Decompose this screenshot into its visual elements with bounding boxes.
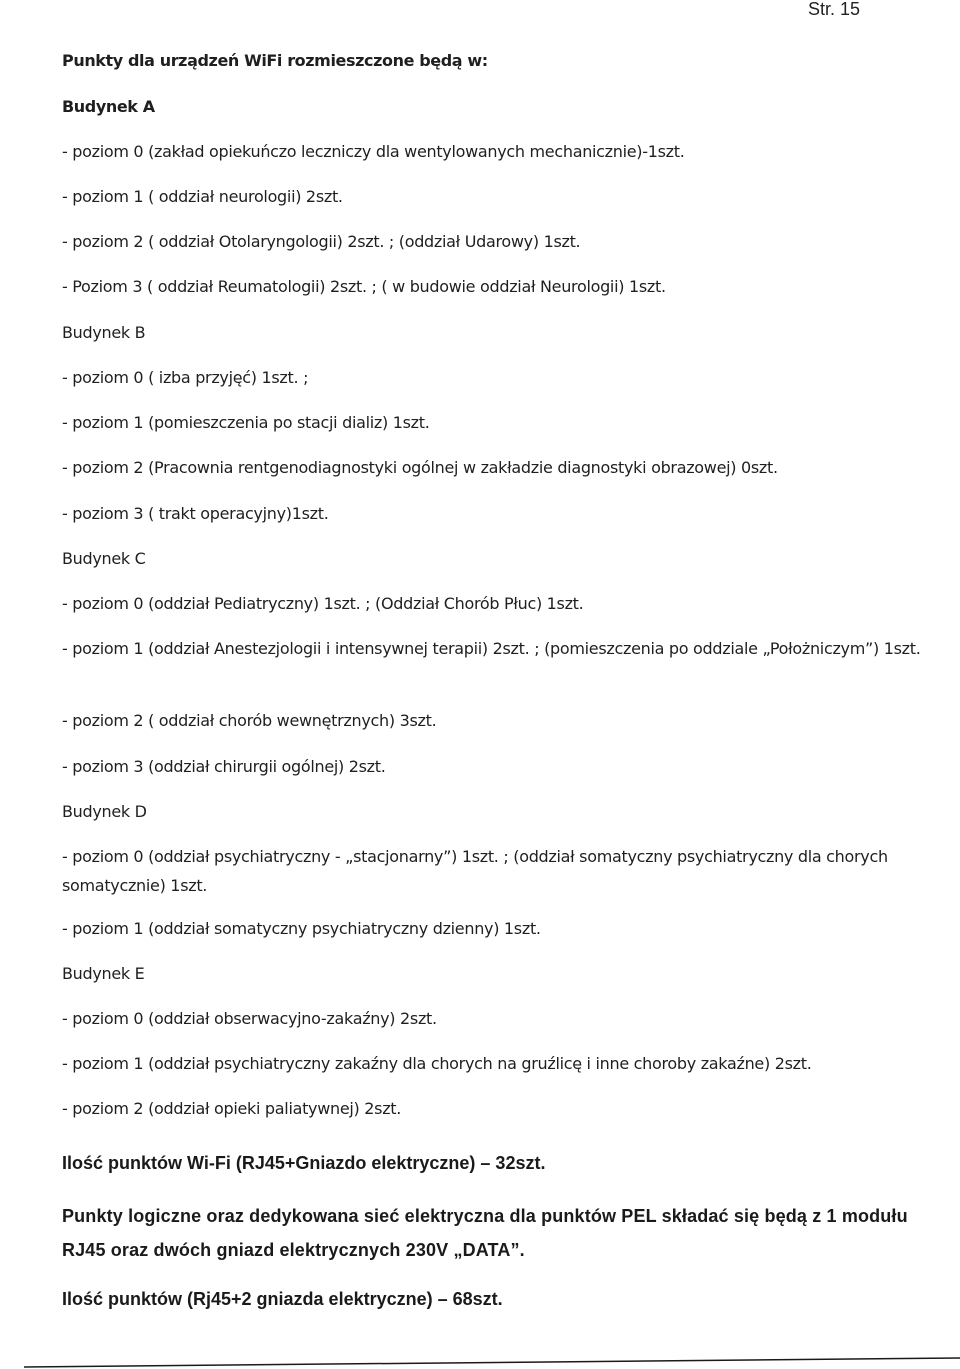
building-a-level-1: - poziom 1 ( oddział neurologii) 2szt. — [62, 187, 343, 206]
building-e-level-1: - poziom 1 (oddział psychiatryczny zakaźny dla chorych na gruźlicę i inne choroby zakaźne) 2szt. — [62, 1054, 812, 1073]
building-b-level-2: - poziom 2 (Pracownia rentgenodiagnostyki ogólnej w zakładzie diagnostyki obrazowej) 0szt. — [62, 458, 778, 477]
building-d-level-0: - poziom 0 (oddział psychiatryczny - „stacjonarny”) 1szt. ; (oddział somatyczny psychiatryczny dla chorych somatycznie) 1szt. — [62, 847, 888, 895]
building-a-title: Budynek A — [62, 97, 155, 116]
building-c-level-2: - poziom 2 ( oddział chorób wewnętrznych) 3szt. — [62, 711, 437, 730]
building-e-title: Budynek E — [62, 964, 145, 983]
building-b-level-1: - poziom 1 (pomieszczenia po stacji dializ) 1szt. — [62, 413, 430, 432]
building-a-level-0: - poziom 0 (zakład opiekuńczo leczniczy dla wentylowanych mechanicznie)-1szt. — [62, 142, 685, 161]
page-number: Str. 15 — [808, 0, 861, 19]
building-d-title: Budynek D — [62, 802, 147, 821]
building-c-level-3: - poziom 3 (oddział chirurgii ogólnej) 2szt. — [62, 757, 386, 776]
building-b-title: Budynek B — [62, 323, 146, 342]
building-a-level-3: - Poziom 3 ( oddział Reumatologii) 2szt. ; ( w budowie oddział Neurologii) 1szt. — [62, 277, 666, 296]
rj45-points-summary: Ilość punktów (Rj45+2 gniazda elektryczne) – 68szt. — [62, 1289, 503, 1309]
building-c-level-0: - poziom 0 (oddział Pediatryczny) 1szt. ; (Oddział Chorób Płuc) 1szt. — [62, 594, 584, 613]
pel-points-description: Punkty logiczne oraz dedykowana sieć elektryczna dla punktów PEL składać się będą z 1 modułu RJ45 oraz dwóch gniazd elektrycznych 230V „DATA”. — [62, 1206, 908, 1260]
footer-rule — [24, 1356, 960, 1368]
building-b-level-0: - poziom 0 ( izba przyjęć) 1szt. ; — [62, 368, 309, 387]
building-b-level-3: - poziom 3 ( trakt operacyjny)1szt. — [62, 504, 329, 523]
building-a-level-2: - poziom 2 ( oddział Otolaryngologii) 2szt. ; (oddział Udarowy) 1szt. — [62, 232, 581, 251]
building-e-level-0: - poziom 0 (oddział obserwacyjno-zakaźny) 2szt. — [62, 1009, 437, 1028]
building-e-level-2: - poziom 2 (oddział opieki paliatywnej) 2szt. — [62, 1099, 402, 1118]
building-c-title: Budynek C — [62, 549, 146, 568]
wifi-points-summary: Ilość punktów Wi-Fi (RJ45+Gniazdo elektryczne) – 32szt. — [62, 1153, 546, 1173]
building-c-level-1: - poziom 1 (oddział Anestezjologii i intensywnej terapii) 2szt. ; (pomieszczenia po oddziale „Położniczym”) 1szt. — [62, 639, 921, 658]
section-heading: Punkty dla urządzeń WiFi rozmieszczone będą w: — [62, 51, 488, 70]
building-d-level-1: - poziom 1 (oddział somatyczny psychiatryczny dzienny) 1szt. — [62, 919, 541, 938]
